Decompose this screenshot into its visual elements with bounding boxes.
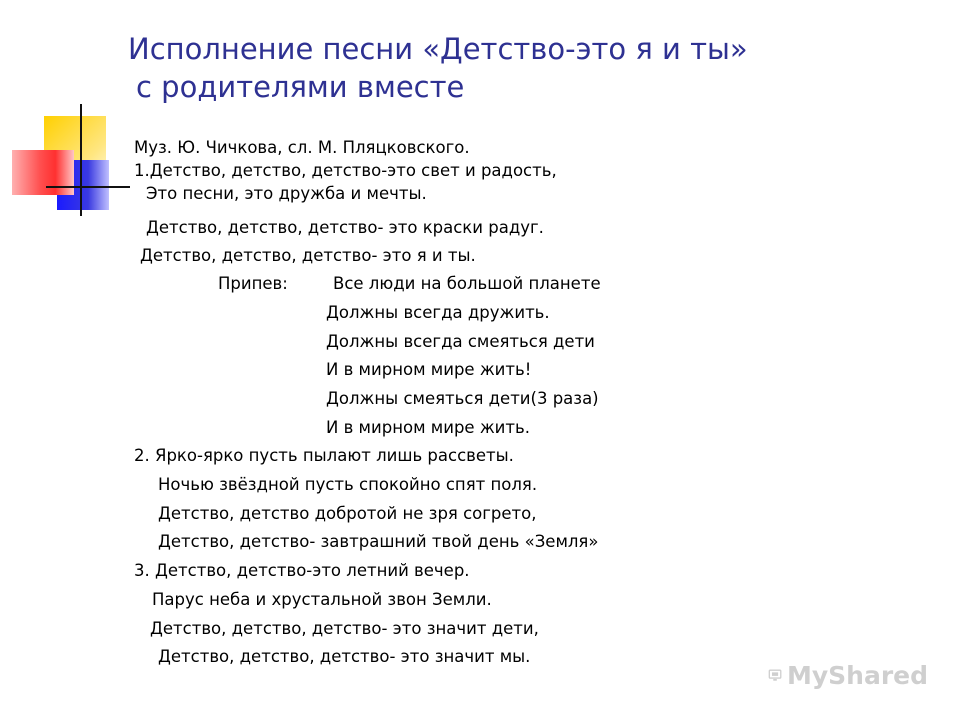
- verse3-line-1: 3. Детство, детство-это летний вечер.: [134, 561, 470, 580]
- credits-line: Муз. Ю. Чичкова, сл. М. Пляцковского.: [134, 138, 470, 157]
- verse2-line-2: Ночью звёздной пусть спокойно спят поля.: [158, 475, 538, 494]
- verse2-line-4: Детство, детство- завтрашний твой день «Земля»: [158, 532, 599, 551]
- watermark-logo-icon: [768, 658, 783, 692]
- verse1-line-1: 1.Детство, детство, детство-это свет и радость,: [134, 161, 557, 180]
- verse2-line-3: Детство, детство добротой не зря согрето,: [158, 504, 537, 523]
- verse3-line-2: Парус неба и хрустальной звон Земли.: [152, 590, 492, 609]
- verse2-line-1: 2. Ярко-ярко пусть пылают лишь рассветы.: [134, 446, 514, 465]
- watermark: [768, 655, 928, 695]
- chorus-line-1: Все люди на большой планете: [333, 274, 601, 293]
- chorus-line-3: Должны всегда смеяться дети: [326, 332, 595, 351]
- chorus-line-6: И в мирном мире жить.: [326, 418, 530, 437]
- verse1-line-2: Это песни, это дружба и мечты.: [146, 184, 427, 203]
- verse3-line-4: Детство, детство, детство- это значит мы.: [158, 647, 531, 666]
- verse1-line-4: Детство, детство, детство- это я и ты.: [140, 246, 476, 265]
- title-line-1: Исполнение песни «Детство-это я и ты»: [128, 32, 748, 66]
- title-line-2: с родителями вместе: [136, 70, 465, 104]
- chorus-line-2: Должны всегда дружить.: [326, 303, 550, 322]
- chorus-line-4: И в мирном мире жить!: [326, 360, 532, 379]
- chorus-line-5: Должны смеяться дети(3 раза): [326, 389, 599, 408]
- verse1-line-3: Детство, детство, детство- это краски радуг.: [146, 218, 544, 237]
- verse3-line-3: Детство, детство, детство- это значит дети,: [150, 619, 539, 638]
- chorus-label: Припев:: [218, 274, 288, 293]
- watermark-text: MyShared: [786, 660, 928, 690]
